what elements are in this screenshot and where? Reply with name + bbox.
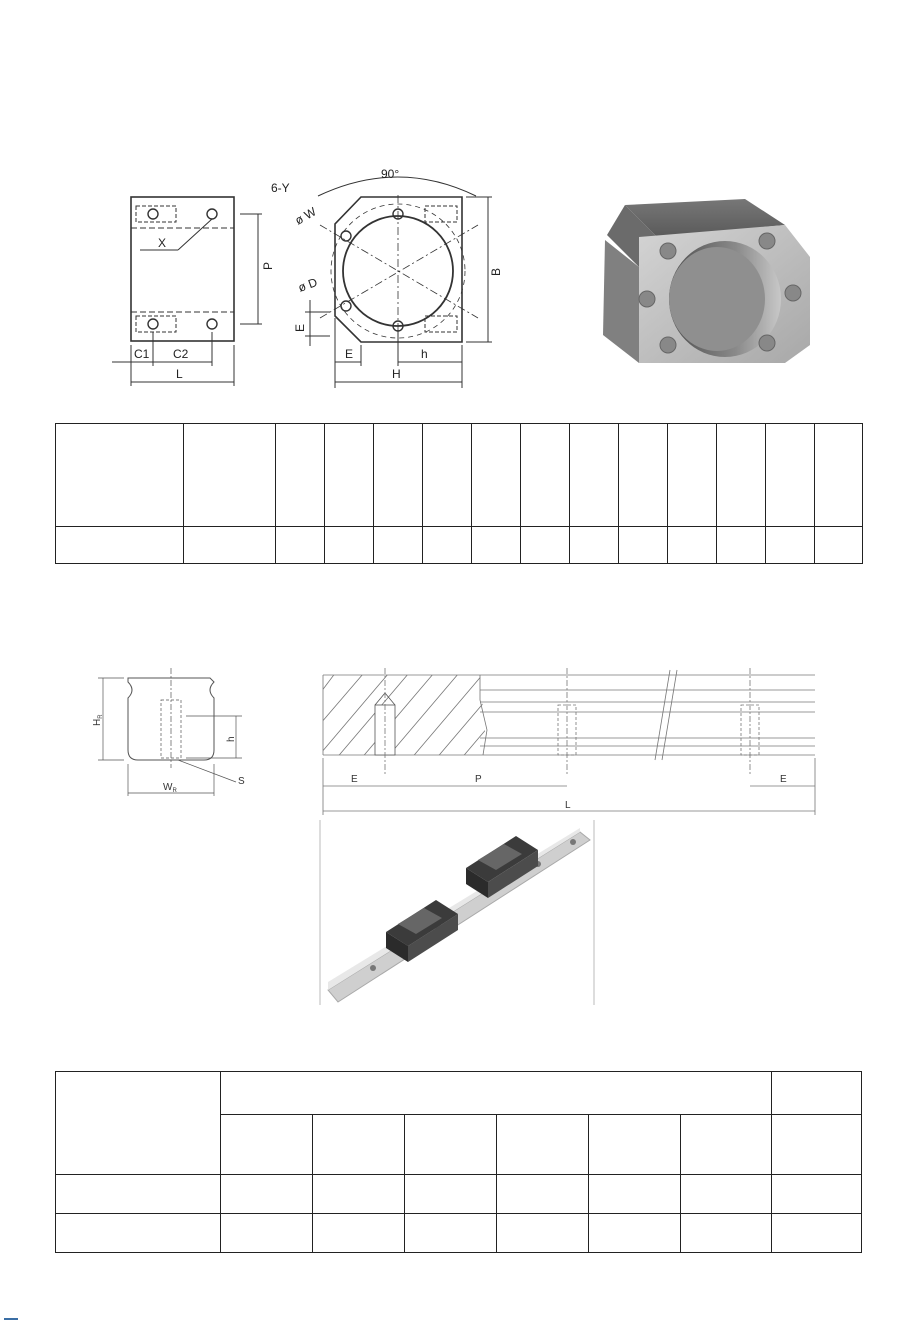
label-c2: C2 — [173, 347, 189, 361]
table-cell — [472, 424, 521, 527]
label-bolt-circle: ø W — [292, 204, 319, 228]
label-pitch: P — [475, 774, 482, 785]
table-header-row — [56, 1072, 862, 1115]
table-cell — [221, 1214, 313, 1253]
label-bore: ø D — [296, 275, 320, 295]
table-cell — [717, 424, 766, 527]
page-footer-mark — [4, 1318, 18, 1320]
table-cell — [374, 527, 423, 564]
table-cell — [681, 1115, 772, 1175]
table-cell — [374, 424, 423, 527]
table-cell — [589, 1175, 681, 1214]
table-cell — [184, 424, 276, 527]
label-wr: $W_R$ — [163, 782, 177, 794]
table-row — [56, 1175, 862, 1214]
rail-length-drawing — [315, 660, 825, 820]
table-cell — [681, 1214, 772, 1253]
label-hh: H — [392, 367, 401, 381]
table-cell — [681, 1175, 772, 1214]
table-header-row — [56, 424, 863, 527]
label-e-side: E — [293, 323, 307, 332]
rail-profile-drawing — [90, 660, 260, 810]
table-cell — [589, 1115, 681, 1175]
label-length: L — [565, 800, 571, 811]
table-cell — [405, 1175, 497, 1214]
table-cell — [619, 424, 668, 527]
table-cell — [766, 424, 815, 527]
label-c1: C1 — [134, 347, 150, 361]
label-b: B — [489, 267, 503, 276]
rail-spec-table — [55, 1071, 862, 1253]
table-row — [56, 527, 863, 564]
table-cell — [497, 1175, 589, 1214]
table-cell — [570, 527, 619, 564]
bearing-block-spec-table — [55, 423, 863, 564]
side-view-outline — [131, 197, 234, 341]
table-cell — [772, 1072, 862, 1115]
table-cell — [405, 1214, 497, 1253]
label-6y: 6-Y — [271, 181, 290, 195]
table-cell — [668, 424, 717, 527]
table-cell — [325, 424, 374, 527]
label-p: P — [261, 261, 275, 270]
label-x: X — [158, 236, 167, 250]
table-cell — [521, 527, 570, 564]
label-e: E — [345, 347, 354, 361]
table-cell — [497, 1214, 589, 1253]
table-cell — [472, 527, 521, 564]
label-rail-h: h — [226, 736, 237, 742]
table-cell — [405, 1115, 497, 1175]
table-cell — [497, 1115, 589, 1175]
table-cell — [772, 1115, 862, 1175]
table-cell — [766, 527, 815, 564]
table-cell — [313, 1214, 405, 1253]
table-cell — [619, 527, 668, 564]
table-row — [56, 1214, 862, 1253]
table-cell — [221, 1115, 313, 1175]
label-l: L — [176, 367, 183, 381]
bearing-block-photo — [595, 195, 810, 370]
label-hr: $H_R$ — [92, 714, 104, 726]
label-e-left: E — [351, 774, 358, 785]
table-cell — [56, 1214, 221, 1253]
label-e-right: E — [780, 774, 787, 785]
label-h: h — [421, 347, 428, 361]
table-cell — [772, 1214, 862, 1253]
table-cell — [717, 527, 766, 564]
table-cell — [570, 424, 619, 527]
table-cell — [521, 424, 570, 527]
table-cell — [772, 1175, 862, 1214]
table-cell — [815, 527, 863, 564]
guide-carriage — [466, 836, 538, 898]
table-cell — [221, 1072, 772, 1115]
table-cell — [313, 1115, 405, 1175]
table-cell — [56, 527, 184, 564]
table-cell — [589, 1214, 681, 1253]
linear-guide-photo — [318, 820, 598, 1005]
table-cell — [56, 1175, 221, 1214]
table-cell — [56, 1072, 221, 1175]
table-cell — [221, 1175, 313, 1214]
table-cell — [668, 527, 717, 564]
label-angle: 90° — [381, 167, 400, 181]
guide-carriage — [386, 900, 458, 962]
table-cell — [184, 527, 276, 564]
table-cell — [423, 424, 472, 527]
table-cell — [56, 424, 184, 527]
table-cell — [276, 424, 325, 527]
table-cell — [276, 527, 325, 564]
table-cell — [325, 527, 374, 564]
label-s: S — [238, 776, 245, 787]
table-cell — [815, 424, 863, 527]
table-cell — [313, 1175, 405, 1214]
table-cell — [423, 527, 472, 564]
